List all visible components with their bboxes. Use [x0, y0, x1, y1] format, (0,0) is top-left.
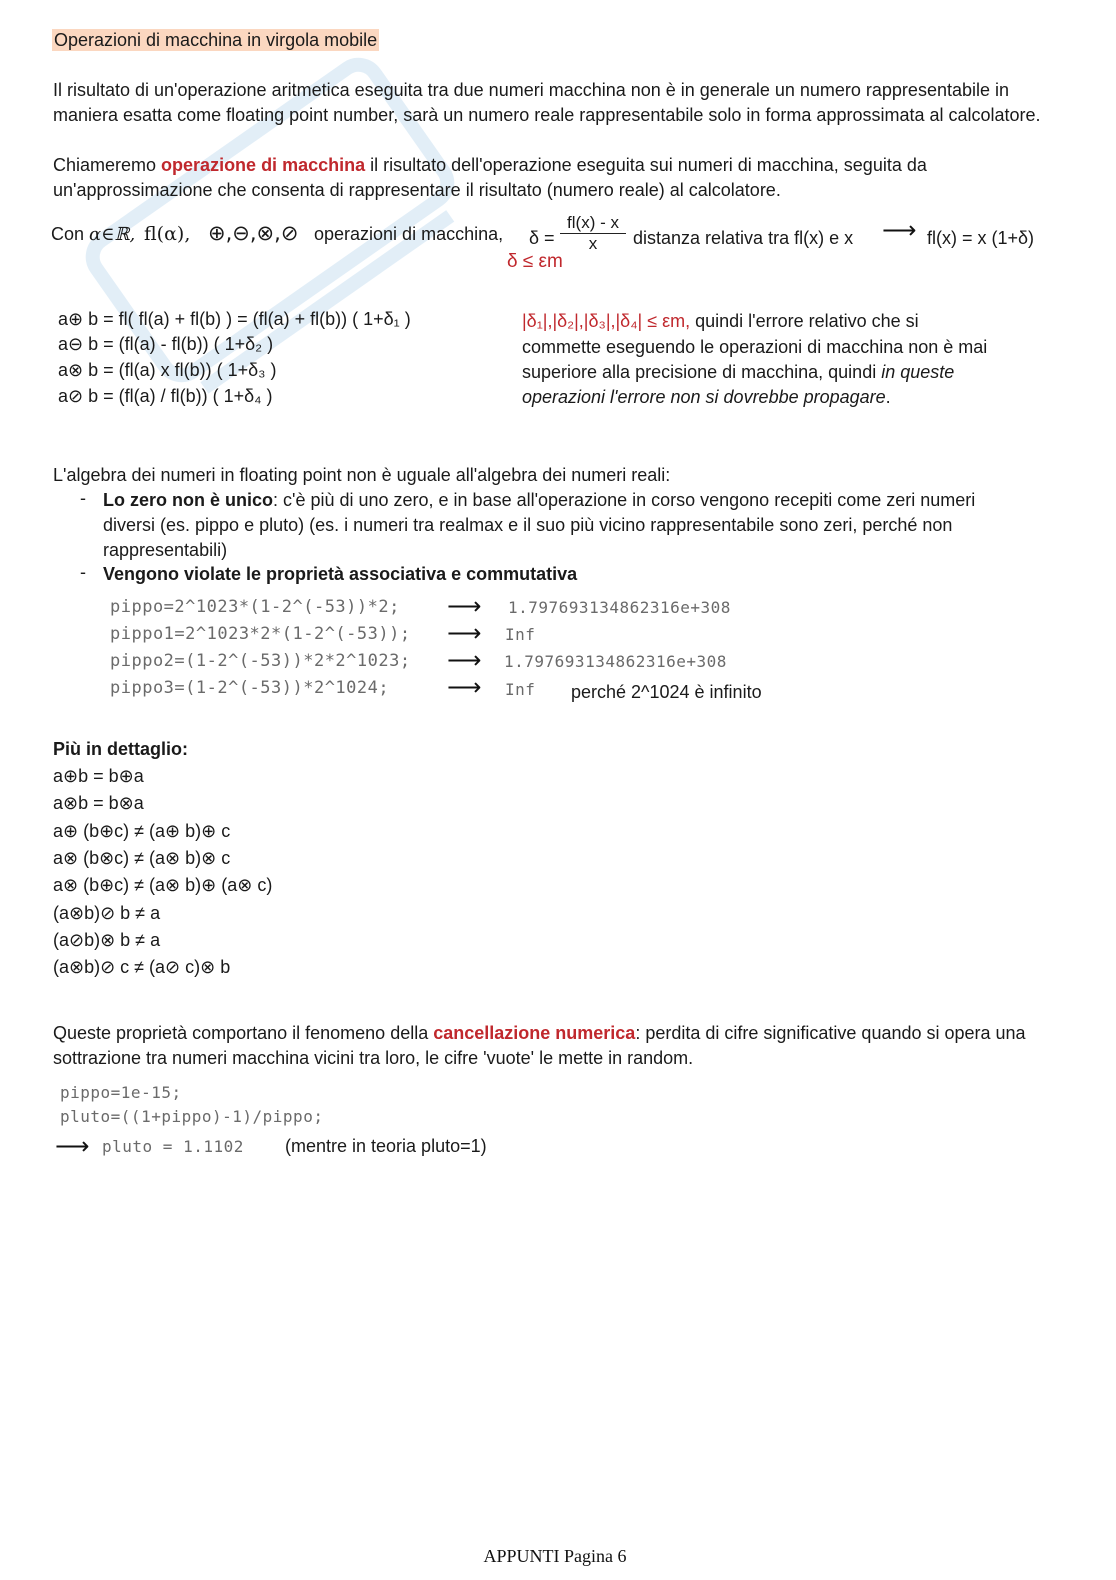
delta-fraction: [560, 213, 626, 254]
right-arrow-icon: ⟶: [447, 673, 482, 701]
cancel-code-line1: pippo=1e-15;: [60, 1083, 182, 1102]
relative-result: fl(x) = x (1+δ): [927, 228, 1035, 248]
op-line-add: a⊕ b = fl( fl(a) + fl(b) ) = (fl(a) + fl(b)) ( 1+δ₁ ): [58, 309, 411, 329]
error-note-line2: commette eseguendo le operazioni di macchina non è mai: [522, 337, 988, 357]
bullet-dash: -: [80, 488, 86, 508]
page-footer: APPUNTI Pagina 6: [483, 1546, 627, 1566]
code-result: Inf: [505, 680, 536, 699]
definition-highlight: operazione di macchina: [161, 155, 366, 175]
right-arrow-icon: ⟶: [447, 592, 482, 620]
operators-label: operazioni di macchina,: [314, 224, 504, 244]
machine-operators: ⊕,⊖,⊗,⊘: [208, 221, 299, 245]
cancel-code-line2: pluto=((1+pippo)-1)/pippo;: [60, 1107, 324, 1126]
bullet-properties-violated: Vengono violate le proprietà associativa e commutativa: [103, 564, 578, 584]
code-line: pippo2=(1-2^(-53))*2*2^1023;: [110, 651, 411, 671]
formula-con: Con α∈ℝ,: [51, 224, 136, 245]
code-line: pippo1=2^1023*2*(1-2^(-53));: [110, 624, 411, 644]
op-line-mul: a⊗ b = (fl(a) x fl(b)) ( 1+δ₃ ): [58, 360, 277, 380]
delta-bound: δ ≤ εm: [507, 251, 563, 272]
right-arrow-icon: ⟶: [55, 1132, 90, 1160]
fraction-denominator: x: [588, 234, 598, 253]
definition-paragraph: Chiameremo operazione di macchina il risultato dell'operazione eseguita sui numeri di macchina, seguita da un'approssimazione che consenta di rappresentare il risultato (numero reale) al calcolatore.: [53, 155, 927, 200]
fraction-numerator: fl(x) - x: [560, 213, 626, 234]
cancellation-paragraph: Queste proprietà comportano il fenomeno della cancellazione numerica: perdita di cifre significative quando si opera una sottrazione tra numeri macchina vicini tra loro, le cifre 'vuote' le mette in random.: [53, 1023, 1026, 1068]
error-note-line1: |δ₁|,|δ₂|,|δ₃|,|δ₄| ≤ εm, quindi l'errore relativo che si: [522, 311, 919, 331]
delta-abs-bound: |δ₁|,|δ₂|,|δ₃|,|δ₄| ≤ εm,: [522, 311, 691, 331]
formula-fl-alpha: fl(α),: [144, 223, 191, 245]
detail-line: (a⊘b)⊗ b ≠ a: [53, 930, 161, 950]
code-result: Inf: [505, 625, 536, 644]
code-result: 1.797693134862316e+308: [508, 598, 731, 617]
delta-equals: δ =: [529, 228, 555, 248]
detail-heading: Più in dettaglio:: [53, 739, 188, 759]
cancel-code-result: pluto = 1.1102: [102, 1137, 244, 1156]
op-line-div: a⊘ b = (fl(a) / fl(b)) ( 1+δ₄ ): [58, 386, 273, 406]
detail-line: a⊗ (b⊗c) ≠ (a⊗ b)⊗ c: [53, 848, 231, 868]
error-note-line3: superiore alla precisione di macchina, quindi in queste: [522, 362, 955, 382]
detail-line: a⊕ (b⊕c) ≠ (a⊕ b)⊕ c: [53, 821, 231, 841]
code-line: pippo=2^1023*(1-2^(-53))*2;: [110, 597, 400, 617]
bullet-dash: -: [80, 562, 86, 582]
error-note-line4: operazioni l'errore non si dovrebbe propagare.: [522, 387, 891, 407]
page-title: Operazioni di macchina in virgola mobile: [54, 30, 378, 50]
detail-line: a⊗ (b⊕c) ≠ (a⊗ b)⊕ (a⊗ c): [53, 875, 273, 895]
algebra-intro: L'algebra dei numeri in floating point non è uguale all'algebra dei numeri reali:: [53, 465, 671, 485]
op-line-sub: a⊖ b = (fl(a) - fl(b)) ( 1+δ₂ ): [58, 334, 274, 354]
cancel-code-note: (mentre in teoria pluto=1): [285, 1136, 487, 1156]
detail-line: (a⊗b)⊘ c ≠ (a⊘ c)⊗ b: [53, 957, 231, 977]
bullet-zero-not-unique: Lo zero non è unico: c'è più di uno zero, e in base all'operazione in corso vengono recepiti come zeri numeri diversi (es. pippo e pluto) (es. i numeri tra realmax e il suo più vicino rappresentabile sono zeri, perché non rappresentabili): [103, 490, 976, 560]
detail-line: a⊕b = b⊕a: [53, 766, 144, 786]
detail-line: (a⊗b)⊘ b ≠ a: [53, 903, 161, 923]
cancellation-highlight: cancellazione numerica: [433, 1023, 636, 1043]
right-arrow-icon: ⟶: [447, 619, 482, 647]
detail-line: a⊗b = b⊗a: [53, 793, 144, 813]
right-arrow-icon: ⟶: [447, 646, 482, 674]
code-result: 1.797693134862316e+308: [504, 652, 727, 671]
right-arrow-icon: ⟶: [882, 216, 917, 244]
distance-label: distanza relativa tra fl(x) e x: [633, 228, 854, 248]
code-line: pippo3=(1-2^(-53))*2^1024;: [110, 678, 390, 698]
intro-paragraph: Il risultato di un'operazione aritmetica eseguita tra due numeri macchina non è in generale un numero rappresentabile in maniera esatta come floating point number, sarà un numero reale rappresentabile solo in forma approssimata al calcolatore.: [53, 80, 1041, 125]
code-note: perché 2^1024 è infinito: [571, 682, 762, 702]
